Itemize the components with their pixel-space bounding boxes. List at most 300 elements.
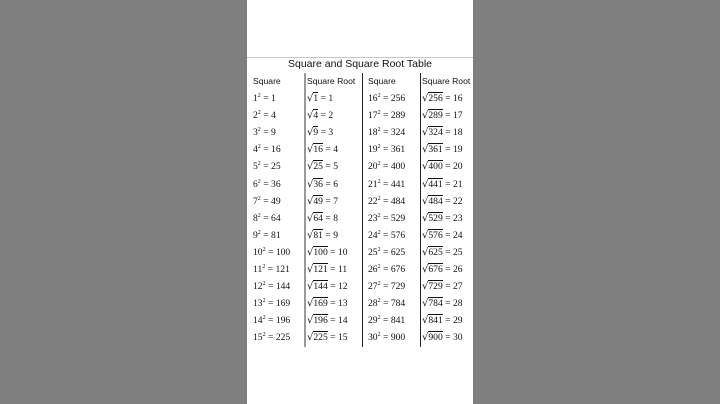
column-divider (362, 73, 363, 347)
equals-sign: = (265, 281, 276, 293)
exponent: 2 (377, 178, 381, 185)
square-result: 676 (390, 264, 406, 275)
square-result: 289 (390, 110, 406, 122)
square-entry (253, 110, 276, 122)
radical-icon: √ (307, 229, 314, 241)
square-root-entry (307, 127, 333, 139)
exponent: 2 (257, 110, 261, 117)
square-result: 36 (271, 178, 281, 190)
radicand: 324 (428, 127, 443, 139)
radicand: 676 (428, 264, 443, 275)
square-result: 529 (390, 212, 406, 224)
square-result: 121 (275, 264, 290, 275)
square-base: 16 (368, 93, 378, 104)
equals-sign: = (322, 229, 334, 241)
radical-icon: √ (422, 264, 429, 275)
square-entry (253, 144, 281, 156)
square-root-entry (422, 298, 463, 310)
equals-sign: = (442, 144, 453, 156)
radical-icon: √ (422, 161, 429, 173)
equals-sign: = (380, 246, 391, 258)
equals-sign: = (265, 264, 276, 275)
radicand: 121 (313, 264, 328, 275)
root-result: 11 (337, 264, 348, 275)
root-result: 10 (337, 246, 348, 258)
square-base: 19 (368, 144, 378, 156)
root-result: 13 (337, 298, 348, 310)
radical-icon: √ (422, 212, 429, 224)
equals-sign: = (442, 127, 453, 139)
root-result: 18 (452, 127, 463, 139)
radical-icon: √ (422, 332, 429, 344)
exponent: 2 (262, 315, 266, 322)
square-entry (253, 264, 290, 276)
root-result: 8 (333, 212, 338, 224)
square-entry (368, 196, 405, 208)
square-root-entry (307, 196, 338, 208)
exponent: 2 (377, 298, 381, 305)
square-root-entry (307, 144, 338, 156)
root-result: 27 (452, 281, 463, 293)
radicand: 400 (428, 161, 443, 173)
exponent: 2 (377, 93, 381, 99)
exponent: 2 (257, 212, 261, 219)
radical-icon: √ (422, 195, 429, 207)
equals-sign: = (260, 110, 272, 122)
square-root-entry (307, 247, 348, 259)
square-base: 27 (368, 281, 378, 293)
square-result: 9 (271, 127, 276, 139)
square-result: 196 (275, 315, 291, 327)
square-entry (253, 127, 276, 139)
square-root-entry (422, 230, 463, 242)
square-root-entry (307, 161, 338, 173)
root-result: 20 (452, 161, 463, 173)
square-entry (253, 93, 276, 105)
equals-sign: = (442, 332, 453, 344)
square-base: 7 (253, 195, 258, 207)
root-result: 12 (337, 281, 348, 293)
radicand: 441 (428, 178, 443, 190)
square-base: 30 (368, 332, 378, 344)
square-entry (253, 161, 281, 173)
square-root-entry (422, 179, 463, 191)
square-base: 3 (253, 127, 258, 139)
equals-sign: = (442, 315, 453, 327)
equals-sign: = (380, 281, 391, 293)
column-header-square: Square (368, 76, 396, 86)
root-result: 7 (333, 195, 338, 207)
radical-icon: √ (307, 93, 314, 104)
radicand: 9 (313, 127, 319, 139)
square-root-entry (307, 264, 347, 276)
square-base: 5 (253, 161, 258, 173)
exponent: 2 (377, 332, 381, 339)
square-root-entry (307, 298, 348, 310)
square-result: 64 (271, 212, 281, 224)
radicand: 169 (313, 298, 328, 310)
equals-sign: = (380, 195, 391, 207)
radical-icon: √ (307, 161, 314, 173)
column-header-square-root: Square Root (307, 76, 356, 86)
square-column-right (368, 73, 420, 347)
equals-sign: = (322, 195, 334, 207)
equals-sign: = (380, 332, 391, 344)
square-column-left (253, 73, 305, 347)
exponent: 2 (377, 110, 381, 117)
square-base: 17 (368, 110, 378, 122)
root-result: 30 (452, 332, 463, 344)
root-result: 3 (328, 127, 334, 139)
square-entry (253, 298, 290, 310)
equals-sign: = (442, 212, 453, 224)
equals-sign: = (318, 110, 329, 122)
square-entry (253, 179, 281, 191)
square-entry (368, 110, 405, 122)
root-result: 24 (452, 229, 463, 241)
square-result: 841 (390, 315, 406, 327)
square-entry (253, 281, 290, 293)
exponent: 2 (257, 229, 261, 236)
square-entry (368, 281, 405, 293)
radical-icon: √ (307, 264, 314, 275)
equals-sign: = (442, 161, 453, 173)
radicand: 256 (428, 93, 443, 104)
square-entry (368, 213, 405, 225)
radical-icon: √ (422, 281, 429, 293)
square-base: 2 (253, 110, 258, 122)
root-result: 17 (452, 110, 463, 122)
square-result: 361 (390, 144, 406, 156)
square-base: 4 (253, 144, 258, 156)
equals-sign: = (260, 127, 272, 139)
square-result: 1 (271, 93, 276, 104)
equals-sign: = (442, 264, 453, 275)
radical-icon: √ (422, 178, 429, 190)
square-entry (368, 332, 405, 344)
square-base: 15 (253, 332, 263, 344)
equals-sign: = (260, 161, 272, 173)
radicand: 225 (313, 332, 328, 344)
exponent: 2 (377, 195, 381, 202)
radicand: 841 (428, 315, 443, 327)
equals-sign: = (265, 298, 276, 310)
exponent: 2 (262, 264, 266, 270)
square-root-entry (422, 264, 463, 276)
square-result: 81 (271, 229, 281, 241)
radicand: 49 (313, 195, 323, 207)
equals-sign: = (442, 178, 453, 190)
radical-icon: √ (422, 93, 429, 104)
equals-sign: = (260, 178, 272, 190)
equals-sign: = (260, 229, 272, 241)
square-result: 441 (390, 178, 406, 190)
square-base: 26 (368, 264, 378, 275)
radical-icon: √ (307, 298, 314, 310)
square-result: 324 (390, 127, 406, 139)
radicand: 289 (428, 110, 443, 122)
radicand: 576 (428, 229, 443, 241)
radicand: 1 (313, 93, 319, 104)
root-result: 9 (333, 229, 338, 241)
radical-icon: √ (307, 281, 314, 293)
square-root-entry (307, 93, 333, 105)
root-result: 22 (452, 195, 463, 207)
square-result: 576 (390, 229, 406, 241)
square-entry (253, 332, 290, 344)
root-result: 16 (452, 93, 463, 104)
square-root-column-right (422, 73, 473, 347)
root-result: 6 (333, 178, 338, 190)
equals-sign: = (322, 161, 334, 173)
square-root-entry (307, 315, 348, 327)
equals-sign: = (380, 212, 391, 224)
radicand: 144 (313, 281, 328, 293)
equals-sign: = (442, 93, 453, 104)
square-base: 14 (253, 315, 263, 327)
radicand: 625 (428, 246, 443, 258)
root-result: 28 (452, 298, 463, 310)
radicand: 361 (428, 144, 443, 156)
radical-icon: √ (307, 212, 314, 224)
radical-icon: √ (307, 110, 314, 122)
root-result: 14 (337, 315, 348, 327)
equals-sign: = (322, 178, 334, 190)
exponent: 2 (257, 195, 261, 202)
root-result: 2 (328, 110, 334, 122)
square-root-entry (422, 315, 463, 327)
square-entry (253, 196, 281, 208)
exponent: 2 (377, 127, 381, 134)
square-root-entry (307, 281, 348, 293)
root-result: 23 (452, 212, 463, 224)
equals-sign: = (260, 195, 272, 207)
radical-icon: √ (422, 110, 429, 122)
equals-sign: = (318, 127, 329, 139)
equals-sign: = (380, 315, 391, 327)
square-base: 1 (253, 93, 258, 104)
square-root-entry (307, 332, 348, 344)
equals-sign: = (380, 298, 391, 310)
equals-sign: = (327, 315, 338, 327)
equals-sign: = (318, 93, 329, 104)
square-result: 729 (390, 281, 406, 293)
square-root-column-left (307, 73, 362, 347)
exponent: 2 (377, 264, 381, 270)
root-result: 1 (328, 93, 334, 104)
square-root-entry (422, 213, 463, 225)
square-entry (368, 127, 405, 139)
square-result: 4 (271, 110, 276, 122)
radicand: 36 (313, 178, 323, 190)
equals-sign: = (265, 332, 276, 344)
radicand: 484 (428, 195, 443, 207)
radicand: 4 (313, 110, 319, 122)
radicand: 81 (313, 229, 323, 241)
square-result: 625 (390, 246, 406, 258)
equals-sign: = (327, 298, 338, 310)
square-result: 484 (390, 195, 406, 207)
square-entry (368, 315, 405, 327)
radical-icon: √ (307, 332, 314, 344)
equals-sign: = (327, 246, 338, 258)
square-base: 13 (253, 298, 263, 310)
root-result: 25 (452, 246, 463, 258)
square-base: 12 (253, 281, 263, 293)
square-entry (368, 144, 405, 156)
exponent: 2 (262, 281, 266, 288)
equals-sign: = (260, 212, 272, 224)
root-result: 19 (452, 144, 463, 156)
exponent: 2 (262, 246, 266, 253)
square-result: 25 (271, 161, 281, 173)
square-base: 29 (368, 315, 378, 327)
square-root-entry (422, 110, 463, 122)
radical-icon: √ (422, 246, 429, 258)
square-base: 23 (368, 212, 378, 224)
square-entry (368, 247, 405, 259)
exponent: 2 (377, 281, 381, 288)
square-entry (368, 264, 405, 276)
column-divider (304, 73, 306, 347)
column-divider (420, 73, 421, 347)
square-root-entry (307, 213, 338, 225)
square-root-entry (422, 127, 463, 139)
square-root-entry (422, 93, 463, 105)
square-entry (368, 298, 405, 310)
square-result: 256 (390, 93, 406, 104)
square-entry (368, 230, 405, 242)
square-root-entry (422, 247, 463, 259)
radical-icon: √ (422, 315, 429, 327)
radical-icon: √ (422, 144, 429, 156)
square-base: 10 (253, 246, 263, 258)
square-base: 11 (253, 264, 263, 275)
exponent: 2 (377, 246, 381, 253)
column-header-square-root: Square Root (422, 76, 471, 86)
exponent: 2 (257, 178, 261, 185)
radical-icon: √ (422, 298, 429, 310)
equals-sign: = (380, 178, 391, 190)
radical-icon: √ (422, 127, 429, 139)
radicand: 64 (313, 212, 323, 224)
square-entry (368, 179, 405, 191)
equals-sign: = (442, 246, 453, 258)
equals-sign: = (327, 332, 338, 344)
square-entry (368, 161, 405, 173)
square-result: 900 (390, 332, 406, 344)
equals-sign: = (327, 281, 338, 293)
square-base: 22 (368, 195, 378, 207)
square-result: 49 (271, 195, 281, 207)
square-root-entry (422, 196, 463, 208)
equals-sign: = (322, 212, 334, 224)
square-base: 8 (253, 212, 258, 224)
square-result: 100 (275, 246, 291, 258)
radicand: 729 (428, 281, 443, 293)
equals-sign: = (380, 93, 391, 104)
equals-sign: = (260, 93, 272, 104)
equals-sign: = (322, 144, 334, 156)
root-result: 15 (337, 332, 348, 344)
square-root-entry (422, 332, 463, 344)
exponent: 2 (262, 332, 266, 339)
square-result: 784 (390, 298, 406, 310)
equals-sign: = (380, 144, 391, 156)
radical-icon: √ (307, 127, 314, 139)
exponent: 2 (377, 212, 381, 219)
exponent: 2 (257, 161, 261, 168)
equals-sign: = (265, 246, 276, 258)
square-base: 18 (368, 127, 378, 139)
square-base: 28 (368, 298, 378, 310)
square-base: 20 (368, 161, 378, 173)
column-header-square: Square (253, 76, 281, 86)
radicand: 100 (313, 246, 328, 258)
square-result: 169 (275, 298, 291, 310)
square-entry (253, 230, 281, 242)
square-base: 25 (368, 246, 378, 258)
radical-icon: √ (307, 195, 314, 207)
equals-sign: = (442, 298, 453, 310)
radicand: 16 (313, 144, 323, 156)
square-root-entry (422, 281, 463, 293)
root-result: 21 (452, 178, 463, 190)
radical-icon: √ (422, 229, 429, 241)
square-root-entry (307, 110, 333, 122)
root-result: 5 (333, 161, 338, 173)
radical-icon: √ (307, 246, 314, 258)
square-entry (253, 315, 290, 327)
exponent: 2 (257, 144, 261, 151)
equals-sign: = (380, 229, 391, 241)
radicand: 900 (428, 332, 443, 344)
exponent: 2 (377, 229, 381, 236)
page-title: Square and Square Root Table (288, 58, 432, 70)
square-root-entry (422, 144, 463, 156)
radical-icon: √ (307, 144, 314, 156)
equals-sign: = (380, 110, 391, 122)
square-result: 225 (275, 332, 291, 344)
equals-sign: = (380, 127, 391, 139)
equals-sign: = (265, 315, 276, 327)
equals-sign: = (442, 195, 453, 207)
square-root-entry (422, 161, 463, 173)
square-root-entry (307, 230, 338, 242)
radical-icon: √ (307, 315, 314, 327)
radical-icon: √ (307, 178, 314, 190)
equals-sign: = (260, 144, 272, 156)
radicand: 196 (313, 315, 328, 327)
root-result: 4 (333, 144, 338, 156)
exponent: 2 (377, 144, 381, 151)
equals-sign: = (327, 264, 338, 275)
equals-sign: = (380, 161, 391, 173)
exponent: 2 (257, 127, 261, 134)
square-result: 144 (275, 281, 291, 293)
exponent: 2 (262, 298, 266, 305)
square-entry (253, 213, 281, 225)
radicand: 529 (428, 212, 443, 224)
square-result: 400 (390, 161, 406, 173)
radicand: 25 (313, 161, 323, 173)
square-base: 24 (368, 229, 378, 241)
exponent: 2 (377, 315, 381, 322)
square-entry (253, 247, 290, 259)
square-base: 9 (253, 229, 258, 241)
square-base: 21 (368, 178, 378, 190)
equals-sign: = (442, 281, 453, 293)
